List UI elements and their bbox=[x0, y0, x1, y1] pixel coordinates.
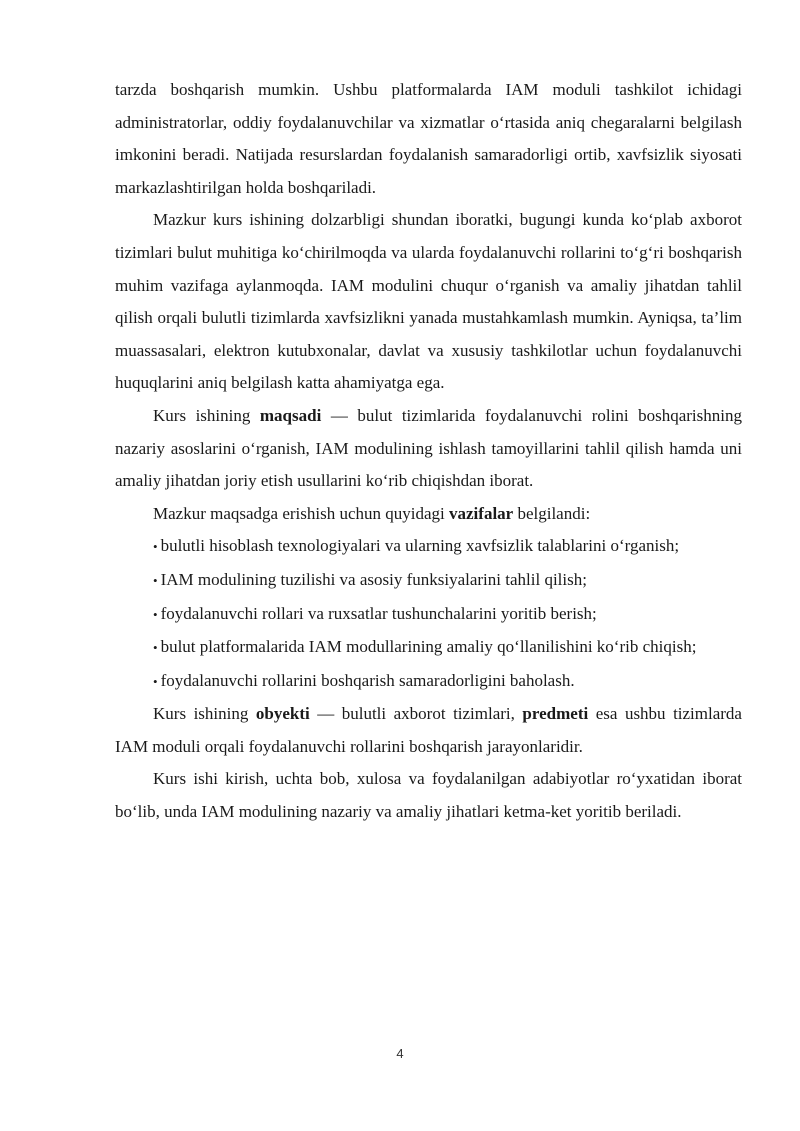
list-item-text: IAM modulining tuzilishi va asosiy funksiyalarini tahlil qilish; bbox=[160, 569, 587, 589]
bullet-icon: • bbox=[153, 673, 158, 689]
list-item-text: foydalanuvchi rollari va ruxsatlar tushunchalarini yoritib berish; bbox=[160, 603, 597, 623]
paragraph-goal bbox=[115, 400, 742, 498]
bullet-icon: • bbox=[153, 572, 158, 588]
list-item-text: foydalanuvchi rollarini boshqarish samaradorligini baholash. bbox=[160, 670, 575, 690]
list-item bbox=[115, 564, 742, 598]
document-body bbox=[115, 74, 742, 829]
object-keyword: obyekti bbox=[255, 704, 310, 724]
subject-keyword: predmeti bbox=[522, 704, 589, 724]
subject-text-after: esa ushbu tizimlarda IAM moduli orqali foydalanuvchi rollarini boshqarish jarayonlaridir. bbox=[115, 704, 742, 756]
goal-text-after: — bulut tizimlarida foydalanuvchi rolini boshqarishning nazariy asoslarini o‘rganish, IAM modulining ishlash tamoyillarini tahlil qilish hamda uni amaliy jihatdan joriy etish usullarini ko‘rib chiqishdan iborat. bbox=[115, 405, 742, 491]
bullet-icon: • bbox=[153, 640, 158, 656]
list-item bbox=[115, 665, 742, 699]
paragraph-intro-continuation: tarzda boshqarish mumkin. Ushbu platformalarda IAM moduli tashkilot ichidagi administratorlar, oddiy foydalanuvchilar va xizmatlar o‘rtasida aniq chegaralarni belgilash imkonini beradi. Natijada resurslardan foydalanish samaradorligi ortib, xavfsizlik siyosati markazlashtirilgan holda boshqariladi. bbox=[115, 80, 742, 197]
goal-text-before: Kurs ishining bbox=[153, 405, 260, 425]
paragraph-relevance: Mazkur kurs ishining dolzarbligi shundan iboratki, bugungi kunda ko‘plab axborot tizimlari bulut muhitiga ko‘chirilmoqda va ularda foydalanuvchi rollarini to‘g‘ri boshqarish muhim vazifaga aylanmoqda. IAM modulini chuqur o‘rganish va amaliy jihatdan tahlil qilish orqali bulutli tizimlarda xavfsizlikni yanada mustahkamlash mumkin. Ayniqsa, ta’lim muassasalari, elektron kutubxonalar, davlat va xususiy tashkilotlar uchun foydalanuvchi huquqlarini aniq belgilash katta ahamiyatga ega. bbox=[115, 210, 742, 393]
object-text-before: Kurs ishining bbox=[153, 704, 256, 724]
list-item-text: bulut platformalarida IAM modullarining amaliy qo‘llanilishini ko‘rib chiqish; bbox=[160, 637, 697, 657]
page-number: 4 bbox=[396, 1046, 404, 1061]
paragraph-object-subject bbox=[115, 698, 742, 763]
list-item bbox=[115, 530, 742, 564]
object-text-mid: — bulutli axborot tizimlari, bbox=[309, 704, 523, 724]
list-item-text: bulutli hisoblash texnologiyalari va ularning xavfsizlik talablarini o‘rganish; bbox=[160, 536, 680, 556]
bullet-icon: • bbox=[153, 539, 158, 555]
bullet-icon: • bbox=[153, 606, 158, 622]
paragraph-structure: Kurs ishi kirish, uchta bob, xulosa va foydalanilgan adabiyotlar ro‘yxatidan iborat bo‘lib, unda IAM modulining nazariy va amaliy jihatlari ketma-ket yoritib beriladi. bbox=[115, 769, 742, 822]
list-item bbox=[115, 598, 742, 632]
list-item bbox=[115, 631, 742, 665]
tasks-text-before: Mazkur maqsadga erishish uchun quyidagi bbox=[153, 503, 450, 523]
tasks-text-after: belgilandi: bbox=[513, 503, 591, 523]
paragraph-tasks-intro bbox=[115, 498, 742, 531]
tasks-keyword: vazifalar bbox=[449, 503, 514, 523]
goal-keyword: maqsadi bbox=[259, 405, 322, 425]
